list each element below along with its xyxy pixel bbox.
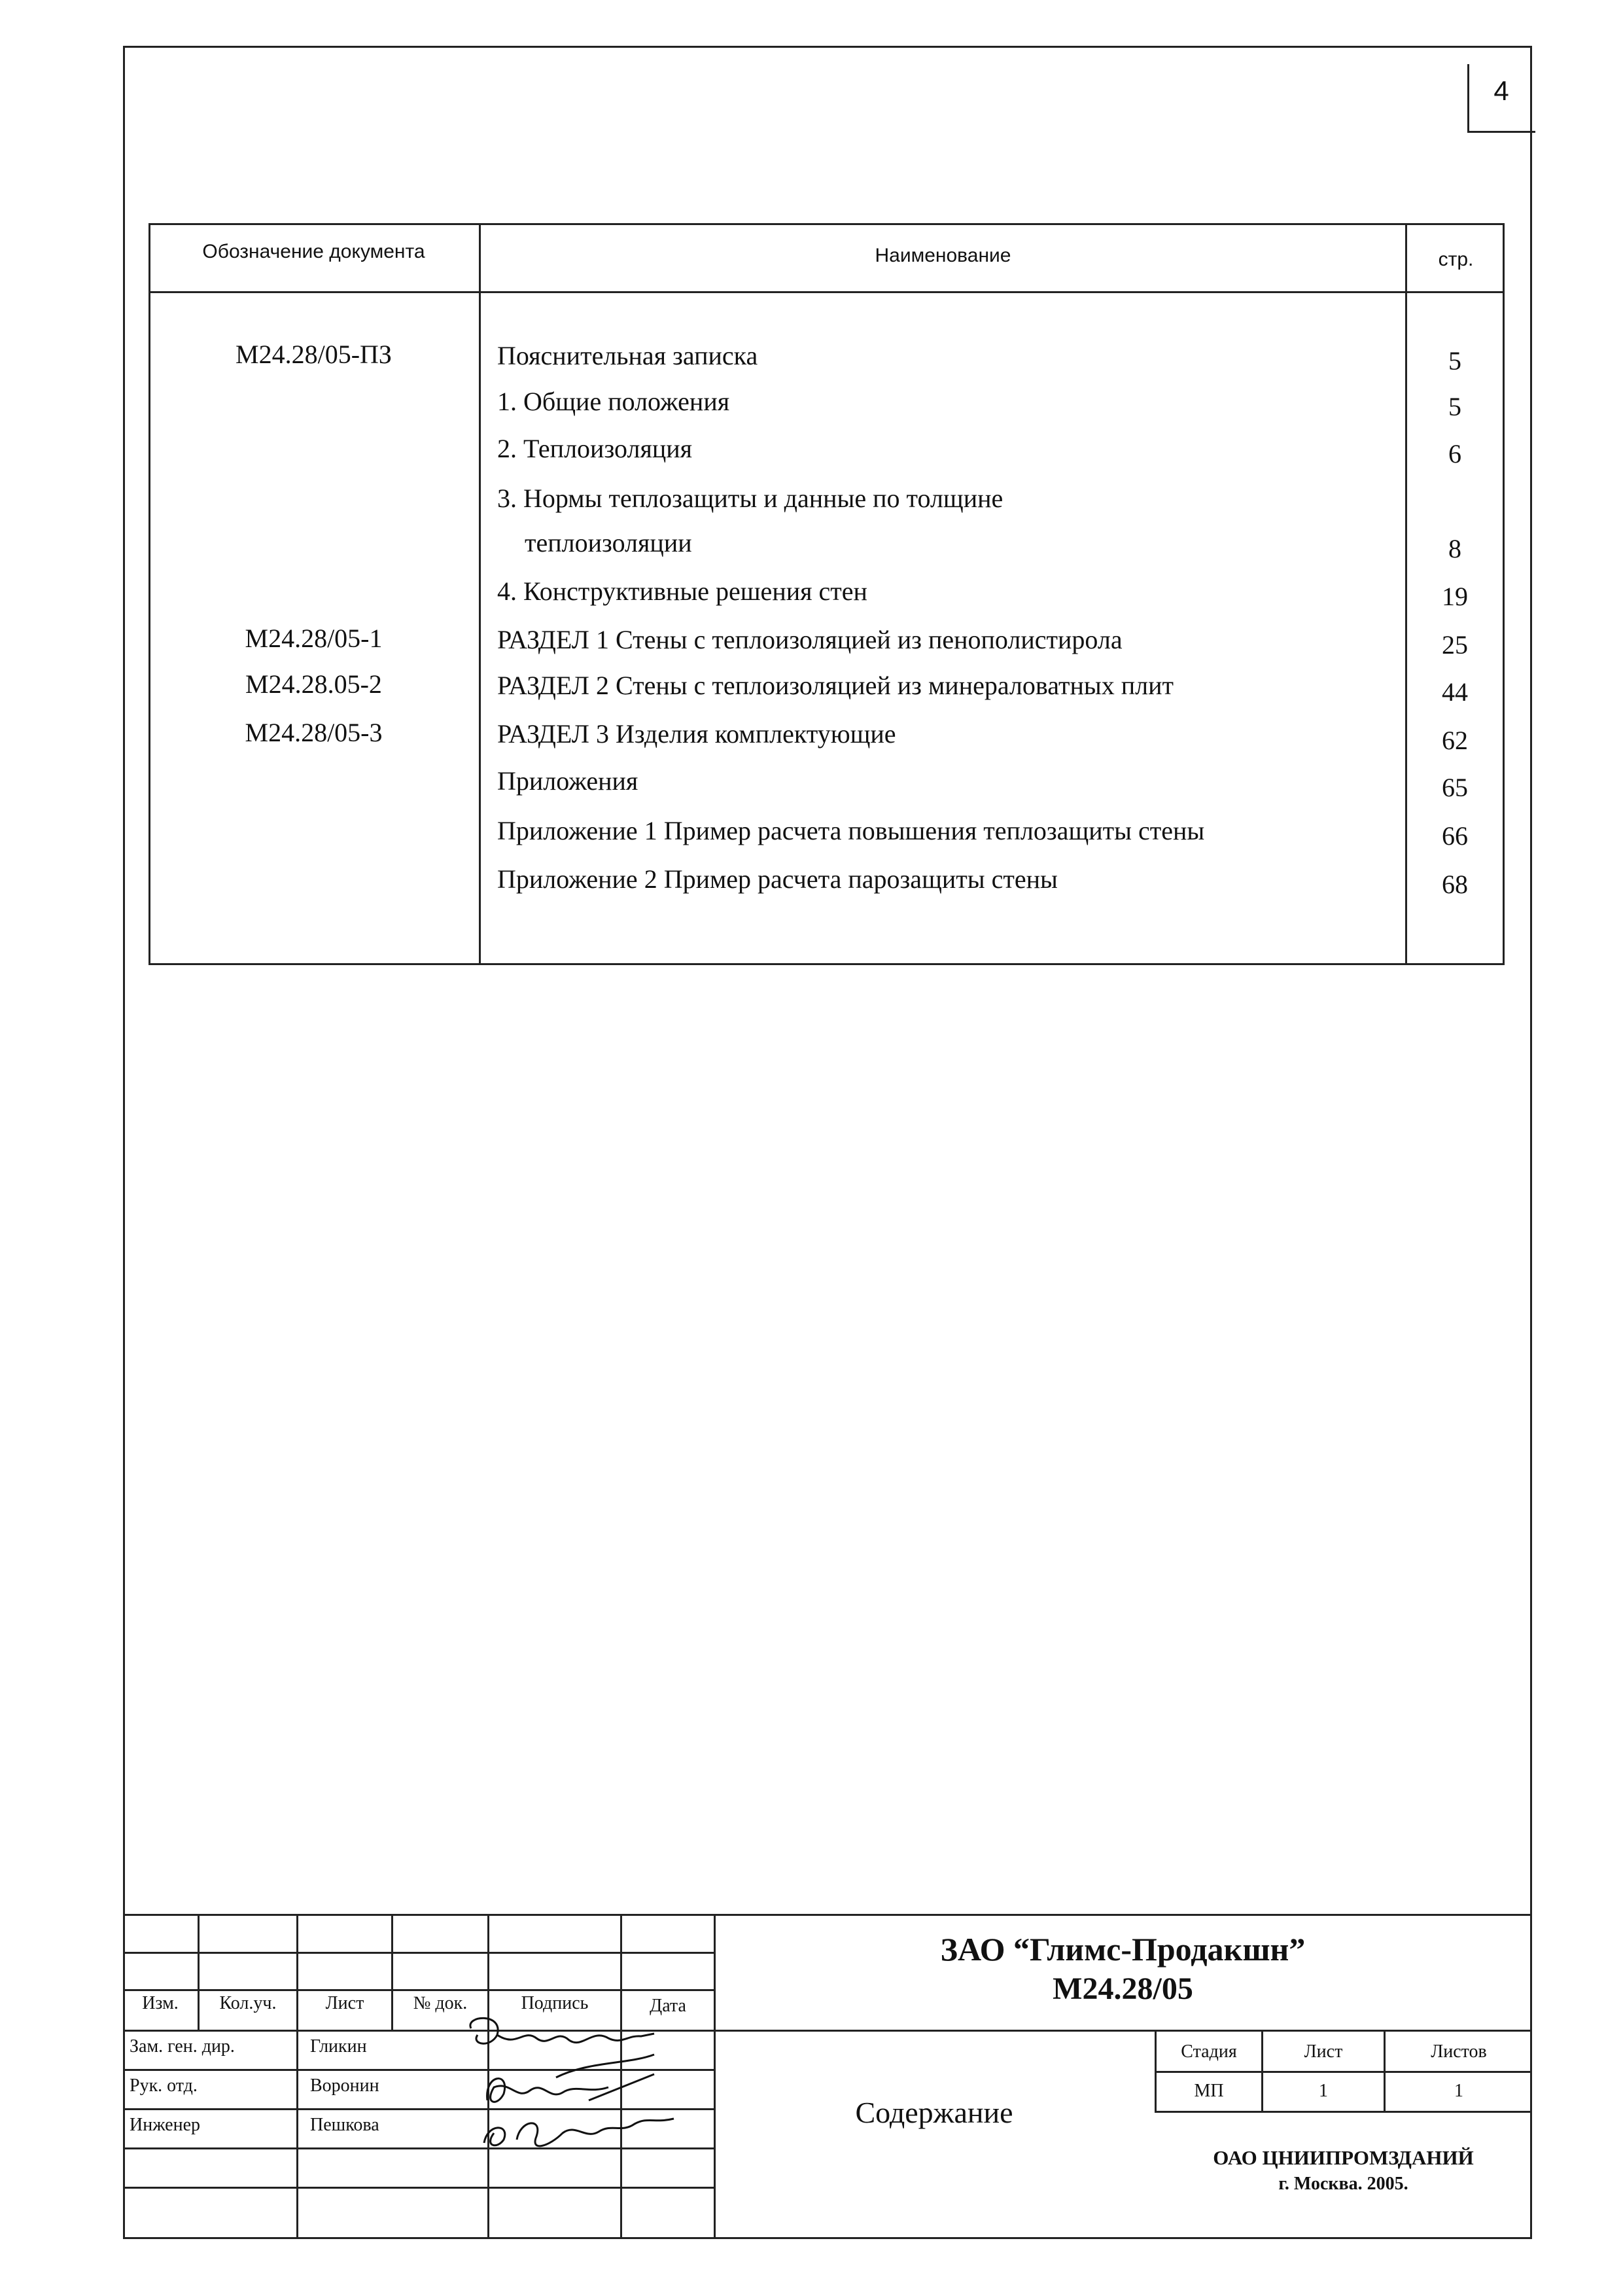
staff-name: Пешкова [310,2115,379,2135]
titleblock-line [123,2187,714,2189]
row-page: 44 [1442,677,1468,707]
row-page: 5 [1448,392,1461,421]
row-page: 68 [1442,870,1468,899]
stage-header-list: Лист [1304,2041,1343,2062]
document-code: М24.28/05 [1053,1971,1193,2006]
table-divider [479,223,481,965]
row-name: теплоизоляции [525,528,692,557]
organization-name: ОАО ЦНИИПРОМЗДАНИЙ [1213,2146,1474,2169]
stage-value-stadia: МП [1194,2081,1224,2101]
titleblock-line [123,1989,714,1991]
staff-role: Зам. ген. дир. [130,2036,235,2057]
stage-header-listov: Листов [1431,2041,1487,2062]
signature-voronin [487,2055,654,2102]
row-page: 5 [1448,346,1461,376]
col-list: Лист [325,1993,364,2013]
col-podpis: Подпись [521,1993,589,2013]
row-page: 6 [1448,439,1461,468]
row-page: 62 [1442,726,1468,755]
row-name: Приложение 1 Пример расчета повышения теплозащиты стены [497,816,1205,845]
row-code: М24.28/05-3 [245,718,383,747]
row-code: М24.28.05-2 [245,669,382,699]
stage-line [1155,2111,1532,2113]
page-number: 4 [1493,75,1509,106]
header-page: стр. [1438,249,1474,270]
row-name: 4. Конструктивные решения стен [497,576,867,606]
col-kol-uch: Кол.уч. [219,1993,277,2013]
row-page: 65 [1442,773,1468,802]
staff-role: Инженер [130,2115,201,2135]
header-name: Наименование [875,245,1011,266]
stage-value-listov: 1 [1454,2081,1463,2101]
row-name: 3. Нормы теплозащиты и данные по толщине [497,484,1003,513]
stage-header-stadia: Стадия [1181,2041,1237,2062]
col-data: Дата [650,1996,686,2016]
col-no-dok: № док. [413,1993,468,2013]
row-page: 66 [1442,821,1468,851]
titleblock-vline [296,1914,298,2239]
document-title: Содержание [855,2096,1013,2129]
stage-value-list: 1 [1319,2081,1328,2101]
staff-name: Гликин [310,2036,367,2057]
row-name: Пояснительная записка [497,341,758,370]
city-year: г. Москва. 2005. [1278,2174,1408,2194]
row-name: 2. Теплоизоляция [497,434,693,463]
signatures-drawing [458,2009,720,2159]
row-code: М24.28/05-1 [245,624,383,653]
stage-line [1155,2071,1532,2073]
row-page: 19 [1442,582,1468,611]
row-name: РАЗДЕЛ 1 Стены с теплоизоляцией из пенополистирола [497,625,1123,654]
titleblock-line [123,2030,1532,2032]
row-name: 1. Общие положения [497,387,730,416]
titleblock-line [123,1952,714,1954]
row-code: М24.28/05-ПЗ [236,340,392,369]
company-name: ЗАО “Глимс-Продакшн” [940,1931,1306,1968]
staff-name: Воронин [310,2075,379,2096]
row-name: Приложение 2 Пример расчета парозащиты стены [497,864,1058,894]
header-designation: Обозначение документа [202,241,425,262]
staff-role: Рук. отд. [130,2075,198,2096]
signature-glikin [470,2018,654,2043]
row-name: РАЗДЕЛ 2 Стены с теплоизоляцией из минераловатных плит [497,671,1174,700]
table-header-divider [148,291,1505,293]
col-izm: Изм. [142,1993,179,2013]
row-page: 25 [1442,630,1468,660]
row-name: Приложения [497,766,638,796]
row-name: РАЗДЕЛ 3 Изделия комплектующие [497,719,896,749]
row-page: 8 [1448,534,1461,563]
titleblock-top-line [123,1914,1532,1916]
signature-peshkova [484,2119,674,2146]
